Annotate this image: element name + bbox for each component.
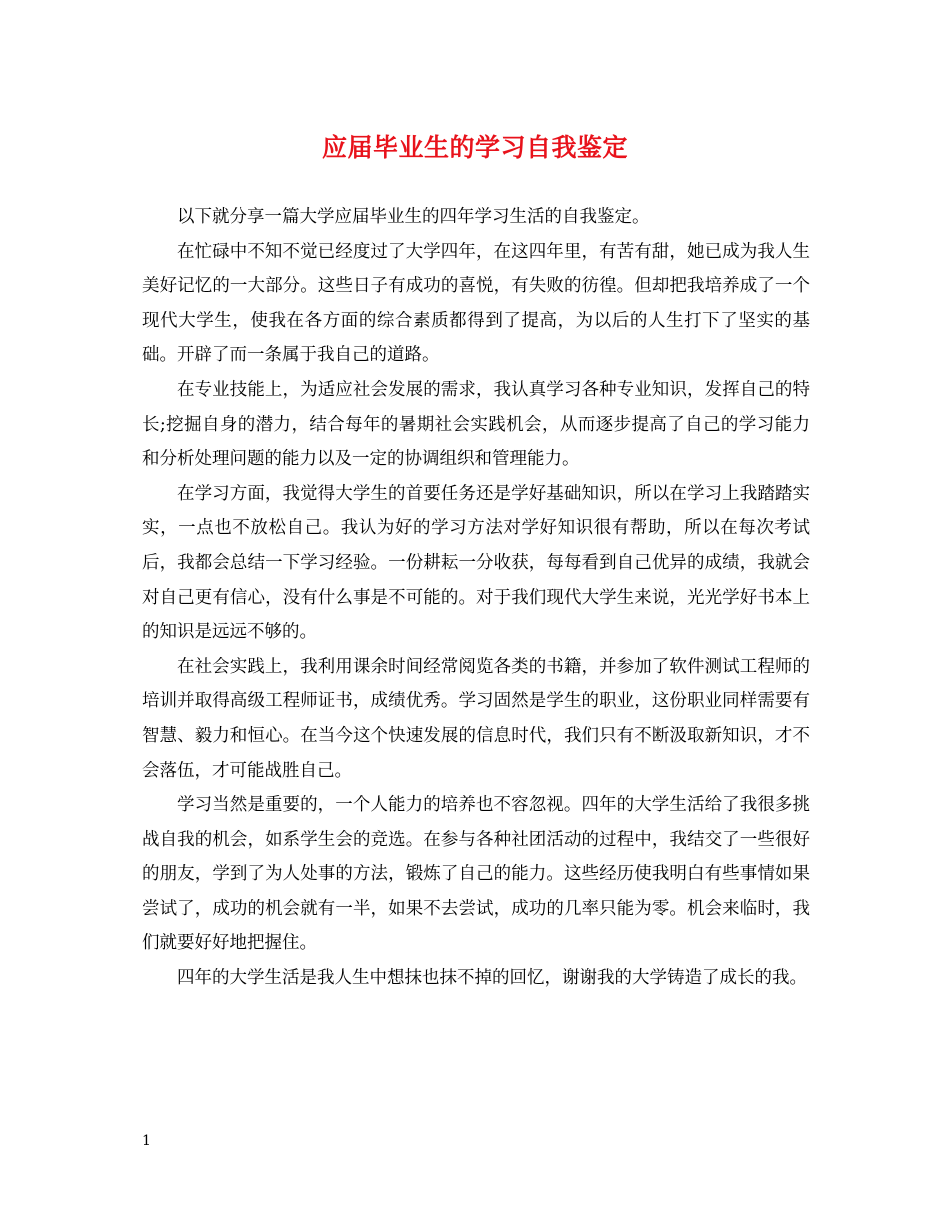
paragraph-study: 在学习方面，我觉得大学生的首要任务还是学好基础知识，所以在学习上我踏踏实实，一点也不放松自己。我认为好的学习方法对学好知识很有帮助，所以在每次考试后，我都会总结一下学习经验。一份耕耘一分收获，每每看到自己优异的成绩，我就会对自己更有信心，没有什么事是不可能的。对于我们现代大学生来说，光光学好书本上的知识是远远不够的。 [142,483,810,643]
paragraph-professional-skills: 在专业技能上，为适应社会发展的需求，我认真学习各种专业知识，发挥自己的特长;挖掘自身的潜力，结合每年的暑期社会实践机会，从而逐步提高了自己的学习能力和分析处理问题的能力以及一定的协调组织和管理能力。 [142,379,810,470]
paragraph-overview: 在忙碌中不知不觉已经度过了大学四年，在这四年里，有苦有甜，她已成为我人生美好记忆的一大部分。这些日子有成功的喜悦，有失败的彷徨。但却把我培养成了一个现代大学生，使我在各方面的综合素质都得到了提高，为以后的人生打下了坚实的基础。开辟了而一条属于我自己的道路。 [142,241,810,366]
page-number: 1 [142,1133,151,1149]
paragraph-social-practice: 在社会实践上，我利用课余时间经常阅览各类的书籍，并参加了软件测试工程师的培训并取得高级工程师证书，成绩优秀。学习固然是学生的职业，这份职业同样需要有智慧、毅力和恒心。在当今这个快速发展的信息时代，我们只有不断汲取新知识，才不会落伍，才可能战胜自己。 [142,656,810,781]
paragraph-intro: 以下就分享一篇大学应届毕业生的四年学习生活的自我鉴定。 [177,207,650,227]
paragraph-ability: 学习当然是重要的，一个人能力的培养也不容忽视。四年的大学生活给了我很多挑战自我的机会，如系学生会的竞选。在参与各种社团活动的过程中，我结交了一些很好的朋友，学到了为人处事的方法，锻炼了自己的能力。这些经历使我明白有些事情如果尝试了，成功的机会就有一半，如果不去尝试，成功的几率只能为零。机会来临时，我们就要好好地把握住。 [142,795,810,954]
paragraph-conclusion: 四年的大学生活是我人生中想抹也抹不掉的回忆，谢谢我的大学铸造了成长的我。 [177,968,807,989]
document-body [142,200,810,996]
document-title: 应届毕业生的学习自我鉴定 [321,133,628,162]
